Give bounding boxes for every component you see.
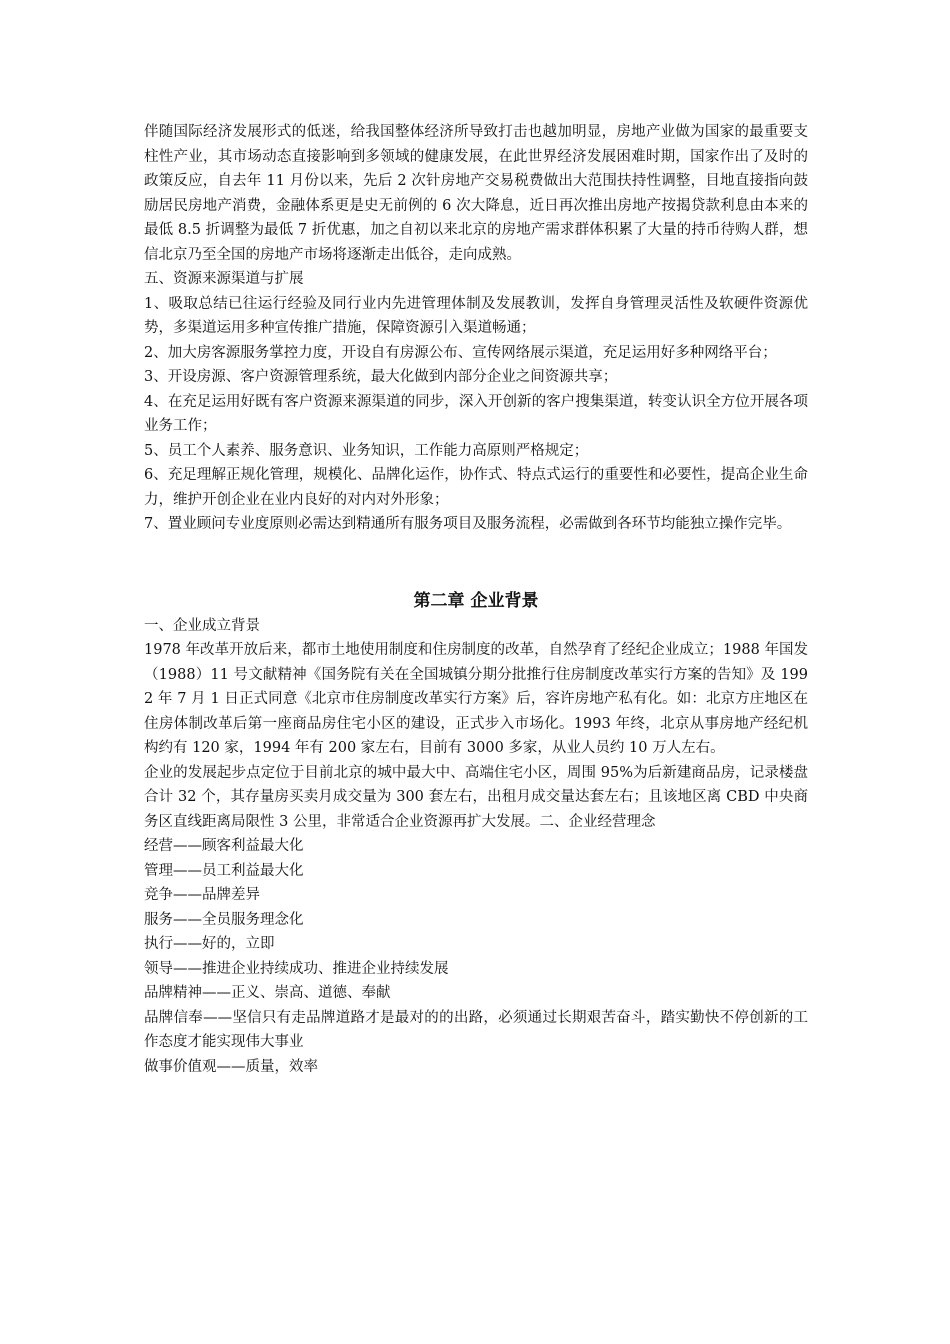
chapter-title: 第二章 企业背景	[413, 590, 539, 611]
section-heading-background: 一、企业成立背景	[144, 617, 260, 634]
philosophy-line: 品牌信奉——坚信只有走品牌道路才是最对的的出路，必须通过长期艰苦奋斗，踏实勤快不停创新的工作态度才能实现伟大事业	[144, 1009, 808, 1050]
development-paragraph: 企业的发展起步点定位于目前北京的城中最大中、高端住宅小区，周围 95%为后新建商品房，记录楼盘合计 32 个，其存量房买卖月成交量为 300 套左右，出租月成交量达套左右；且该地区离 CBD 中央商务区直线距离局限性 3 公里，非常适合企业资源再扩大发展。二、企业经营理念	[144, 764, 808, 830]
list-item: 4、在充足运用好既有客户资源来源渠道的同步，深入开创新的客户搜集渠道，转变认识全方位开展各项业务工作；	[144, 393, 808, 434]
philosophy-line: 领导——推进企业持续成功、推进企业持续发展	[144, 960, 449, 977]
document-page	[144, 120, 808, 1079]
philosophy-line: 服务——全员服务理念化	[144, 911, 304, 928]
philosophy-line: 管理——员工利益最大化	[144, 862, 304, 879]
list-item: 7、置业顾问专业度原则必需达到精通所有服务项目及服务流程，必需做到各环节均能独立操作完毕。	[144, 516, 792, 532]
philosophy-line: 竞争——品牌差异	[144, 887, 260, 903]
philosophy-line: 经营——顾客利益最大化	[144, 838, 304, 854]
list-item: 6、充足理解正规化管理，规模化、品牌化运作，协作式、特点式运行的重要性和必要性，提高企业生命力，维护开创企业在业内良好的对内对外形象；	[144, 467, 808, 508]
intro-paragraph: 伴随国际经济发展形式的低迷，给我国整体经济所导致打击也越加明显，房地产业做为国家的最重要支柱性产业，其市场动态直接影响到多领域的健康发展，在此世界经济发展困难时期，国家作出了及时的政策反应，自去年 11 月份以来，先后 2 次针房地产交易税费做出大范围扶持性调整，目地直接指向鼓励居民房地产消费，金融体系更是史无前例的 6 次大降息，近日再次推出房地产按揭贷款利息由本来的最低 8.5 折调整为最低 7 折优惠，加之自初以来北京的房地产需求群体积累了大量的持币待购人群，想信北京乃至全国的房地产市场将逐渐走出低谷，走向成熟。	[144, 124, 808, 263]
list-item: 2、加大房客源服务掌控力度，开设自有房源公布、宣传网络展示渠道，充足运用好多种网络平台；	[144, 344, 777, 361]
philosophy-line: 做事价值观——质量，效率	[144, 1058, 318, 1075]
list-item: 3、开设房源、客户资源管理系统，最大化做到内部分企业之间资源共享；	[144, 369, 618, 385]
spacer	[144, 537, 808, 586]
section-heading-resources: 五、资源来源渠道与扩展	[144, 271, 304, 287]
philosophy-line: 执行——好的，立即	[144, 936, 275, 952]
list-item: 5、员工个人素养、服务意识、业务知识，工作能力高原则严格规定；	[144, 442, 589, 459]
background-paragraph: 1978 年改革开放后来，都市土地使用制度和住房制度的改革，自然孕育了经纪企业成立；1988 年国发（1988）11 号文献精神《国务院有关在全国城镇分期分批推行住房制度改革实行方案的告知》及 1992 年 7 月 1 日正式同意《北京市住房制度改革实行方案》后，容许房地产私有化。如：北京方庄地区在住房体制改革后第一座商品房住宅小区的建设，正式步入市场化。1993 年终，北京从事房地产经纪机构约有 120 家，1994 年有 200 家左右，目前有 3000 多家，从业人员约 10 万人左右。	[144, 642, 808, 756]
philosophy-line: 品牌精神——正义、崇高、道德、奉献	[144, 985, 391, 1001]
list-item: 1、吸取总结已往运行经验及同行业内先进管理体制及发展教训，发挥自身管理灵活性及软硬件资源优势，多渠道运用多种宣传推广措施，保障资源引入渠道畅通；	[144, 295, 808, 336]
